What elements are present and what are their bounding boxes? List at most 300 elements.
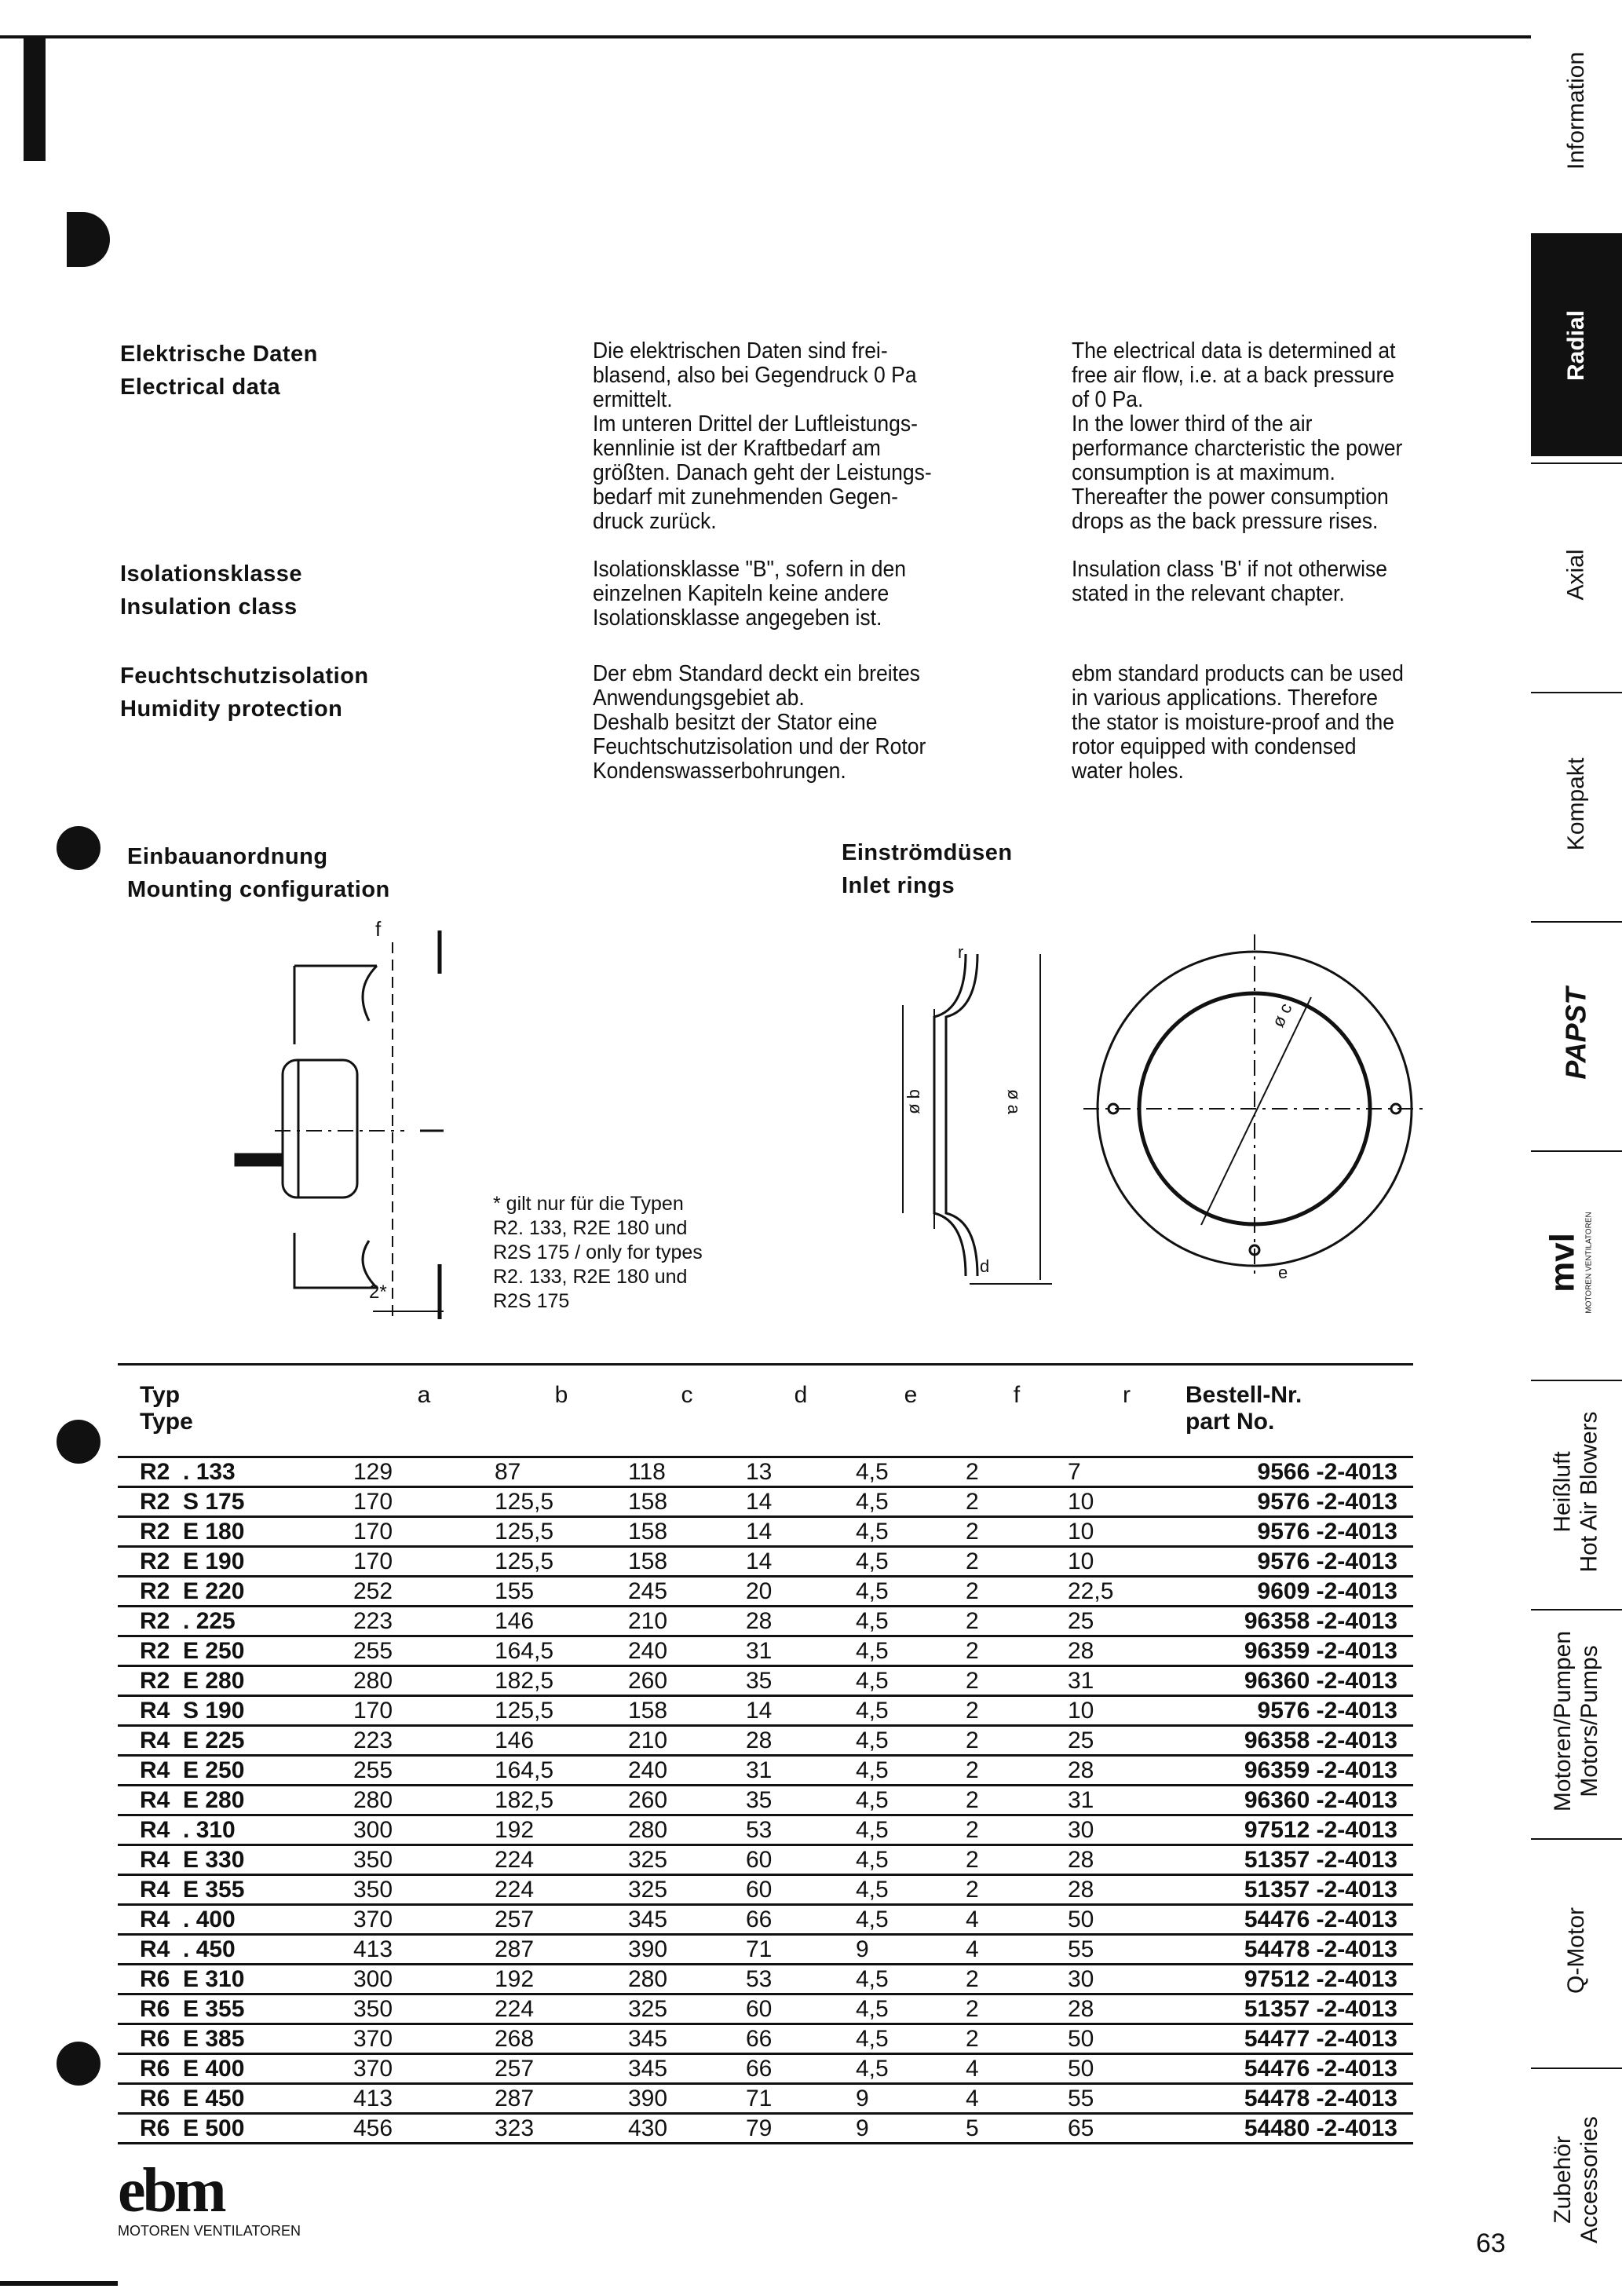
cell-part-no: 54476 -2-4013 <box>1185 2054 1413 2084</box>
top-rule <box>0 35 1531 38</box>
heading-en: Mounting configuration <box>127 877 390 902</box>
cell-dimension: 4,5 <box>856 1965 966 1994</box>
tab-label: mvl <box>1543 1233 1582 1292</box>
col-e: e <box>904 1382 918 1408</box>
cell-part-no: 54476 -2-4013 <box>1185 1905 1413 1935</box>
table-row <box>118 1756 1413 1786</box>
tab-label: Axial <box>1563 549 1589 601</box>
cell-part-no: 51357 -2-4013 <box>1185 1994 1413 2024</box>
mounting-heading <box>127 840 390 906</box>
cell-dimension: 4 <box>966 2084 1068 2114</box>
cell-dimension: 10 <box>1068 1547 1185 1577</box>
cell-dimension: 350 <box>353 1994 495 2024</box>
cell-dimension: 345 <box>628 2054 746 2084</box>
cell-dimension: 2 <box>966 1666 1068 1696</box>
cell-dimension: 125,5 <box>495 1547 628 1577</box>
dim-label-d: d <box>980 1256 990 1276</box>
cell-part-no: 97512 -2-4013 <box>1185 1965 1413 1994</box>
cell-dimension: 325 <box>628 1875 746 1905</box>
cell-type: R4 E 355 <box>118 1875 353 1905</box>
cell-part-no: 54477 -2-4013 <box>1185 2024 1413 2054</box>
cell-part-no: 51357 -2-4013 <box>1185 1845 1413 1875</box>
cell-dimension: 260 <box>628 1666 746 1696</box>
cell-dimension: 87 <box>495 1457 628 1487</box>
table-row <box>118 1786 1413 1815</box>
cell-type: R6 E 385 <box>118 2024 353 2054</box>
cell-part-no: 9576 -2-4013 <box>1185 1517 1413 1547</box>
fan-housing-outline <box>294 966 377 1288</box>
insulation-text-en: Insulation class 'B' if not otherwise stated in the relevant chapter. <box>1072 557 1388 606</box>
tab-sublabel: Hot Air Blowers <box>1576 1411 1603 1573</box>
cell-dimension: 60 <box>746 1845 856 1875</box>
cell-type: R4 E 250 <box>118 1756 353 1786</box>
cell-part-no: 54478 -2-4013 <box>1185 1935 1413 1965</box>
cell-dimension: 4,5 <box>856 1875 966 1905</box>
cell-dimension: 4,5 <box>856 1756 966 1786</box>
cell-dimension: 79 <box>746 2114 856 2144</box>
sidebar-tab-kompakt[interactable] <box>1531 692 1622 915</box>
cell-type: R4 E 280 <box>118 1786 353 1815</box>
cell-dimension: 146 <box>495 1607 628 1636</box>
cell-dimension: 224 <box>495 1845 628 1875</box>
page-number: 63 <box>1476 2228 1506 2258</box>
col-d: d <box>794 1382 808 1408</box>
cell-dimension: 4,5 <box>856 1487 966 1517</box>
sidebar-tab-heiluft[interactable] <box>1531 1380 1622 1603</box>
col-part-de: Bestell-Nr. <box>1185 1382 1302 1408</box>
electrical-text-en: The electrical data is determined at free air flow, i.e. at a back pressure of 0 Pa. In the lower third of the air performance charcteristic the power consumption is at maximum. Thereafter the power consumption drops as the back pressure rises. <box>1072 338 1403 534</box>
cell-dimension: 53 <box>746 1965 856 1994</box>
cell-dimension: 300 <box>353 1815 495 1845</box>
cell-type: R2 . 225 <box>118 1607 353 1636</box>
scan-mark <box>0 2281 118 2286</box>
cell-dimension: 65 <box>1068 2114 1185 2144</box>
logo-subtitle: MOTOREN VENTILATOREN <box>118 2223 301 2239</box>
cell-dimension: 4,5 <box>856 2054 966 2084</box>
cell-dimension: 28 <box>1068 1875 1185 1905</box>
cell-dimension: 413 <box>353 1935 495 1965</box>
dimension-table <box>118 1366 1413 2144</box>
table-row <box>118 2114 1413 2144</box>
dim-label-2: 2* <box>369 1281 387 1303</box>
cell-dimension: 28 <box>1068 1756 1185 1786</box>
cell-type: R4 E 330 <box>118 1845 353 1875</box>
cell-dimension: 350 <box>353 1845 495 1875</box>
cell-type: R2 E 190 <box>118 1547 353 1577</box>
table-header <box>118 1366 1413 1457</box>
cell-dimension: 66 <box>746 2054 856 2084</box>
ebm-logo <box>118 2156 301 2239</box>
cell-part-no: 9576 -2-4013 <box>1185 1696 1413 1726</box>
cell-dimension: 14 <box>746 1547 856 1577</box>
cell-dimension: 4,5 <box>856 1636 966 1666</box>
section-insulation-heading <box>120 558 302 623</box>
inlet-ring-side-drawing <box>895 930 1068 1300</box>
cell-dimension: 170 <box>353 1517 495 1547</box>
cell-dimension: 25 <box>1068 1607 1185 1636</box>
cell-type: R2 E 220 <box>118 1577 353 1607</box>
cell-dimension: 182,5 <box>495 1666 628 1696</box>
table-row <box>118 1696 1413 1726</box>
section-humidity-heading <box>120 660 369 726</box>
electrical-text-de: Die elektrischen Daten sind frei- blasend, also bei Gegendruck 0 Pa ermittelt. Im unteren Drittel der Luftleistungs- kennlinie ist der Kraftbedarf am größten. Danach geht der Leistungs- bedarf mit zunehmenden Gegen- druck zurück. <box>593 338 932 534</box>
cell-dimension: 9 <box>856 1935 966 1965</box>
cell-dimension: 146 <box>495 1726 628 1756</box>
cell-dimension: 2 <box>966 1607 1068 1636</box>
scan-mark <box>24 35 46 161</box>
cell-dimension: 66 <box>746 1905 856 1935</box>
sidebar-tab-mvl[interactable] <box>1531 1150 1622 1373</box>
cell-dimension: 345 <box>628 1905 746 1935</box>
cell-dimension: 223 <box>353 1607 495 1636</box>
heading-en: Inlet rings <box>842 873 955 898</box>
cell-dimension: 413 <box>353 2084 495 2114</box>
cell-dimension: 287 <box>495 1935 628 1965</box>
cell-part-no: 96360 -2-4013 <box>1185 1786 1413 1815</box>
cell-dimension: 71 <box>746 1935 856 1965</box>
tab-label: Q-Motor <box>1562 1907 1589 1994</box>
cell-part-no: 9609 -2-4013 <box>1185 1577 1413 1607</box>
cell-dimension: 280 <box>353 1786 495 1815</box>
table-row <box>118 1577 1413 1607</box>
cell-dimension: 370 <box>353 2054 495 2084</box>
cell-dimension: 287 <box>495 2084 628 2114</box>
cell-dimension: 192 <box>495 1815 628 1845</box>
cell-dimension: 164,5 <box>495 1636 628 1666</box>
cell-dimension: 28 <box>746 1726 856 1756</box>
sidebar-tab-information[interactable] <box>1531 0 1622 221</box>
punch-hole <box>57 826 100 870</box>
cell-dimension: 28 <box>1068 1845 1185 1875</box>
cell-dimension: 4 <box>966 2054 1068 2084</box>
sidebar-tab-axial[interactable] <box>1531 462 1622 686</box>
cell-dimension: 158 <box>628 1696 746 1726</box>
cell-dimension: 125,5 <box>495 1487 628 1517</box>
cell-dimension: 2 <box>966 1815 1068 1845</box>
table-row <box>118 1607 1413 1636</box>
heading-de: Elektrische Daten <box>120 342 318 367</box>
cell-dimension: 390 <box>628 1935 746 1965</box>
sidebar-tab-motorenpumpen[interactable] <box>1531 1609 1622 1832</box>
cell-dimension: 14 <box>746 1696 856 1726</box>
cell-type: R6 E 310 <box>118 1965 353 1994</box>
table-row <box>118 1965 1413 1994</box>
cell-dimension: 170 <box>353 1547 495 1577</box>
cell-part-no: 96359 -2-4013 <box>1185 1636 1413 1666</box>
cell-dimension: 390 <box>628 2084 746 2114</box>
cell-dimension: 118 <box>628 1457 746 1487</box>
cell-dimension: 325 <box>628 1845 746 1875</box>
cell-dimension: 158 <box>628 1517 746 1547</box>
cell-part-no: 54478 -2-4013 <box>1185 2084 1413 2114</box>
cell-dimension: 125,5 <box>495 1517 628 1547</box>
sidebar-tab-papst[interactable] <box>1531 921 1622 1144</box>
dim-label-r: r <box>958 942 964 962</box>
cell-dimension: 370 <box>353 1905 495 1935</box>
cell-part-no: 51357 -2-4013 <box>1185 1875 1413 1905</box>
cell-dimension: 345 <box>628 2024 746 2054</box>
cell-part-no: 96358 -2-4013 <box>1185 1607 1413 1636</box>
cell-dimension: 210 <box>628 1726 746 1756</box>
tab-label: Radial <box>1563 309 1589 382</box>
cell-type: R2 S 175 <box>118 1487 353 1517</box>
cell-dimension: 60 <box>746 1875 856 1905</box>
mounting-footnote: * gilt nur für die Typen R2. 133, R2E 180 und R2S 175 / only for types R2. 133, R2E 180 und R2S 175 <box>493 1193 703 1312</box>
cell-dimension: 4,5 <box>856 1607 966 1636</box>
cell-part-no: 96359 -2-4013 <box>1185 1756 1413 1786</box>
cell-dimension: 2 <box>966 1517 1068 1547</box>
cell-dimension: 4,5 <box>856 1905 966 1935</box>
table-row <box>118 1994 1413 2024</box>
cell-part-no: 96358 -2-4013 <box>1185 1726 1413 1756</box>
table-row <box>118 1636 1413 1666</box>
shaft <box>236 1154 283 1165</box>
cell-dimension: 30 <box>1068 1815 1185 1845</box>
table-row <box>118 1517 1413 1547</box>
cell-dimension: 255 <box>353 1636 495 1666</box>
inlet-ring-front-drawing <box>1083 934 1429 1288</box>
motor-body <box>283 1060 357 1197</box>
cell-dimension: 4,5 <box>856 1696 966 1726</box>
cell-part-no: 97512 -2-4013 <box>1185 1815 1413 1845</box>
cell-dimension: 50 <box>1068 1905 1185 1935</box>
tab-sublabel: Accessories <box>1576 2116 1602 2243</box>
table-row <box>118 2024 1413 2054</box>
punch-hole <box>57 2042 100 2086</box>
cell-dimension: 257 <box>495 1905 628 1935</box>
cell-dimension: 350 <box>353 1875 495 1905</box>
ring-profile <box>934 954 966 1276</box>
dim-label-b: ø b <box>903 1089 923 1114</box>
cell-dimension: 164,5 <box>495 1756 628 1786</box>
heading-en: Electrical data <box>120 375 281 400</box>
cell-type: R4 . 450 <box>118 1935 353 1965</box>
table-row <box>118 1845 1413 1875</box>
dim-label-c: ø c <box>1268 1000 1296 1030</box>
cell-type: R4 . 400 <box>118 1905 353 1935</box>
cell-part-no: 54480 -2-4013 <box>1185 2114 1413 2144</box>
dim-label-f: f <box>375 917 382 941</box>
cell-dimension: 10 <box>1068 1517 1185 1547</box>
cell-dimension: 14 <box>746 1517 856 1547</box>
cell-dimension: 4,5 <box>856 1457 966 1487</box>
cell-dimension: 2 <box>966 1756 1068 1786</box>
cell-dimension: 280 <box>628 1815 746 1845</box>
heading-de: Einbauanordnung <box>127 844 328 869</box>
cell-dimension: 31 <box>1068 1666 1185 1696</box>
tab-sublabel: MOTOREN VENTILATOREN <box>1585 1212 1594 1314</box>
cell-dimension: 10 <box>1068 1487 1185 1517</box>
sidebar-tab-qmotor[interactable] <box>1531 1838 1622 2061</box>
cell-dimension: 170 <box>353 1696 495 1726</box>
cell-dimension: 50 <box>1068 2054 1185 2084</box>
inlet-heading <box>842 836 1013 902</box>
cell-dimension: 257 <box>495 2054 628 2084</box>
cell-dimension: 4,5 <box>856 1815 966 1845</box>
cell-dimension: 260 <box>628 1786 746 1815</box>
cell-dimension: 4,5 <box>856 1786 966 1815</box>
table-top-rule <box>118 1363 1413 1366</box>
cell-dimension: 2 <box>966 1965 1068 1994</box>
table-row <box>118 1875 1413 1905</box>
cell-dimension: 268 <box>495 2024 628 2054</box>
sidebar-tab-zubehr[interactable] <box>1531 2067 1622 2291</box>
cell-dimension: 28 <box>1068 1636 1185 1666</box>
cell-dimension: 10 <box>1068 1696 1185 1726</box>
tab-label: Heißluft <box>1550 1451 1576 1533</box>
cell-type: R6 E 355 <box>118 1994 353 2024</box>
cell-dimension: 300 <box>353 1965 495 1994</box>
cell-dimension: 2 <box>966 1577 1068 1607</box>
cell-dimension: 170 <box>353 1487 495 1517</box>
cell-dimension: 14 <box>746 1487 856 1517</box>
cell-dimension: 55 <box>1068 2084 1185 2114</box>
humidity-text-de: Der ebm Standard deckt ein breites Anwendungsgebiet ab. Deshalb besitzt der Stator eine Feuchtschutzisolation und der Rotor Kondenswasserbohrungen. <box>593 661 926 784</box>
cell-dimension: 2 <box>966 1994 1068 2024</box>
cell-dimension: 50 <box>1068 2024 1185 2054</box>
cell-dimension: 4,5 <box>856 2024 966 2054</box>
cell-dimension: 31 <box>746 1636 856 1666</box>
col-f: f <box>1013 1382 1021 1408</box>
cell-dimension: 240 <box>628 1636 746 1666</box>
cell-dimension: 224 <box>495 1875 628 1905</box>
cell-dimension: 252 <box>353 1577 495 1607</box>
heading-en: Insulation class <box>120 594 298 620</box>
tab-label: PAPST <box>1560 987 1593 1080</box>
insulation-text-de: Isolationsklasse "B", sofern in den einzelnen Kapiteln keine andere Isolationsklasse angegeben ist. <box>593 557 906 631</box>
cell-dimension: 7 <box>1068 1457 1185 1487</box>
cell-part-no: 9576 -2-4013 <box>1185 1547 1413 1577</box>
col-c: c <box>681 1382 693 1408</box>
humidity-text-en: ebm standard products can be used in various applications. Therefore the stator is moisture-proof and the rotor equipped with condensed water holes. <box>1072 661 1404 784</box>
cell-dimension: 31 <box>1068 1786 1185 1815</box>
cell-dimension: 370 <box>353 2024 495 2054</box>
cell-dimension: 35 <box>746 1786 856 1815</box>
table-row <box>118 1815 1413 1845</box>
cell-dimension: 240 <box>628 1756 746 1786</box>
cell-dimension: 255 <box>353 1756 495 1786</box>
cell-dimension: 2 <box>966 1696 1068 1726</box>
col-r: r <box>1123 1382 1131 1408</box>
table-row <box>118 1935 1413 1965</box>
table-row <box>118 2084 1413 2114</box>
dim-label-a: ø a <box>1003 1089 1024 1114</box>
cell-dimension: 430 <box>628 2114 746 2144</box>
cell-dimension: 9 <box>856 2084 966 2114</box>
cell-dimension: 2 <box>966 1786 1068 1815</box>
cell-dimension: 4,5 <box>856 1577 966 1607</box>
table-row <box>118 1905 1413 1935</box>
cell-dimension: 280 <box>353 1666 495 1696</box>
cell-dimension: 25 <box>1068 1726 1185 1756</box>
cell-dimension: 456 <box>353 2114 495 2144</box>
cell-dimension: 2 <box>966 1636 1068 1666</box>
cell-dimension: 182,5 <box>495 1786 628 1815</box>
cell-dimension: 192 <box>495 1965 628 1994</box>
col-type: Type <box>140 1409 193 1435</box>
cell-dimension: 323 <box>495 2114 628 2144</box>
tab-label: Information <box>1563 51 1590 170</box>
cell-dimension: 2 <box>966 1845 1068 1875</box>
cell-dimension: 129 <box>353 1457 495 1487</box>
cell-type: R6 E 500 <box>118 2114 353 2144</box>
cell-dimension: 66 <box>746 2024 856 2054</box>
cell-dimension: 4,5 <box>856 1547 966 1577</box>
cell-dimension: 2 <box>966 1726 1068 1756</box>
cell-dimension: 22,5 <box>1068 1577 1185 1607</box>
heading-de: Feuchtschutzisolation <box>120 664 369 689</box>
col-b: b <box>554 1382 568 1408</box>
cell-dimension: 2 <box>966 1875 1068 1905</box>
cell-type: R4 E 225 <box>118 1726 353 1756</box>
cell-dimension: 245 <box>628 1577 746 1607</box>
cell-dimension: 4 <box>966 1935 1068 1965</box>
cell-dimension: 4,5 <box>856 1845 966 1875</box>
cell-dimension: 71 <box>746 2084 856 2114</box>
logo-text: ebm <box>118 2156 224 2225</box>
table-row <box>118 2054 1413 2084</box>
punch-hole <box>57 1420 100 1464</box>
cell-dimension: 2 <box>966 1547 1068 1577</box>
table-row <box>118 1666 1413 1696</box>
scan-mark <box>67 212 110 267</box>
tab-sublabel: Motors/Pumps <box>1576 1645 1603 1797</box>
cell-type: R2 E 250 <box>118 1636 353 1666</box>
cell-dimension: 31 <box>746 1756 856 1786</box>
tab-label: Zubehör <box>1550 2136 1576 2224</box>
cell-part-no: 9576 -2-4013 <box>1185 1487 1413 1517</box>
table-row <box>118 1726 1413 1756</box>
cell-dimension: 5 <box>966 2114 1068 2144</box>
dim-label-e: e <box>1278 1263 1288 1282</box>
table-row <box>118 1487 1413 1517</box>
cell-type: R2 . 133 <box>118 1457 353 1487</box>
cell-dimension: 20 <box>746 1577 856 1607</box>
cell-dimension: 60 <box>746 1994 856 2024</box>
cell-dimension: 13 <box>746 1457 856 1487</box>
cell-dimension: 4,5 <box>856 1726 966 1756</box>
cell-dimension: 158 <box>628 1487 746 1517</box>
col-typ: Typ <box>140 1382 181 1408</box>
heading-en: Humidity protection <box>120 696 343 722</box>
col-a: a <box>417 1382 431 1408</box>
cell-dimension: 280 <box>628 1965 746 1994</box>
section-electrical-heading <box>120 338 318 404</box>
cell-dimension: 224 <box>495 1994 628 2024</box>
mounting-drawing <box>228 919 463 1327</box>
cell-dimension: 223 <box>353 1726 495 1756</box>
tab-label: Kompakt <box>1563 757 1590 851</box>
cell-dimension: 155 <box>495 1577 628 1607</box>
cell-dimension: 158 <box>628 1547 746 1577</box>
sidebar-tab-radial[interactable] <box>1531 233 1622 456</box>
cell-dimension: 4 <box>966 1905 1068 1935</box>
cell-type: R6 E 400 <box>118 2054 353 2084</box>
cell-dimension: 2 <box>966 1487 1068 1517</box>
heading-de: Einströmdüsen <box>842 840 1013 865</box>
cell-type: R4 . 310 <box>118 1815 353 1845</box>
table-row <box>118 1547 1413 1577</box>
cell-dimension: 4,5 <box>856 1994 966 2024</box>
cell-dimension: 125,5 <box>495 1696 628 1726</box>
cell-part-no: 96360 -2-4013 <box>1185 1666 1413 1696</box>
cell-type: R4 S 190 <box>118 1696 353 1726</box>
cell-dimension: 30 <box>1068 1965 1185 1994</box>
cell-dimension: 53 <box>746 1815 856 1845</box>
table-row <box>118 1457 1413 1487</box>
cell-dimension: 35 <box>746 1666 856 1696</box>
cell-type: R6 E 450 <box>118 2084 353 2114</box>
